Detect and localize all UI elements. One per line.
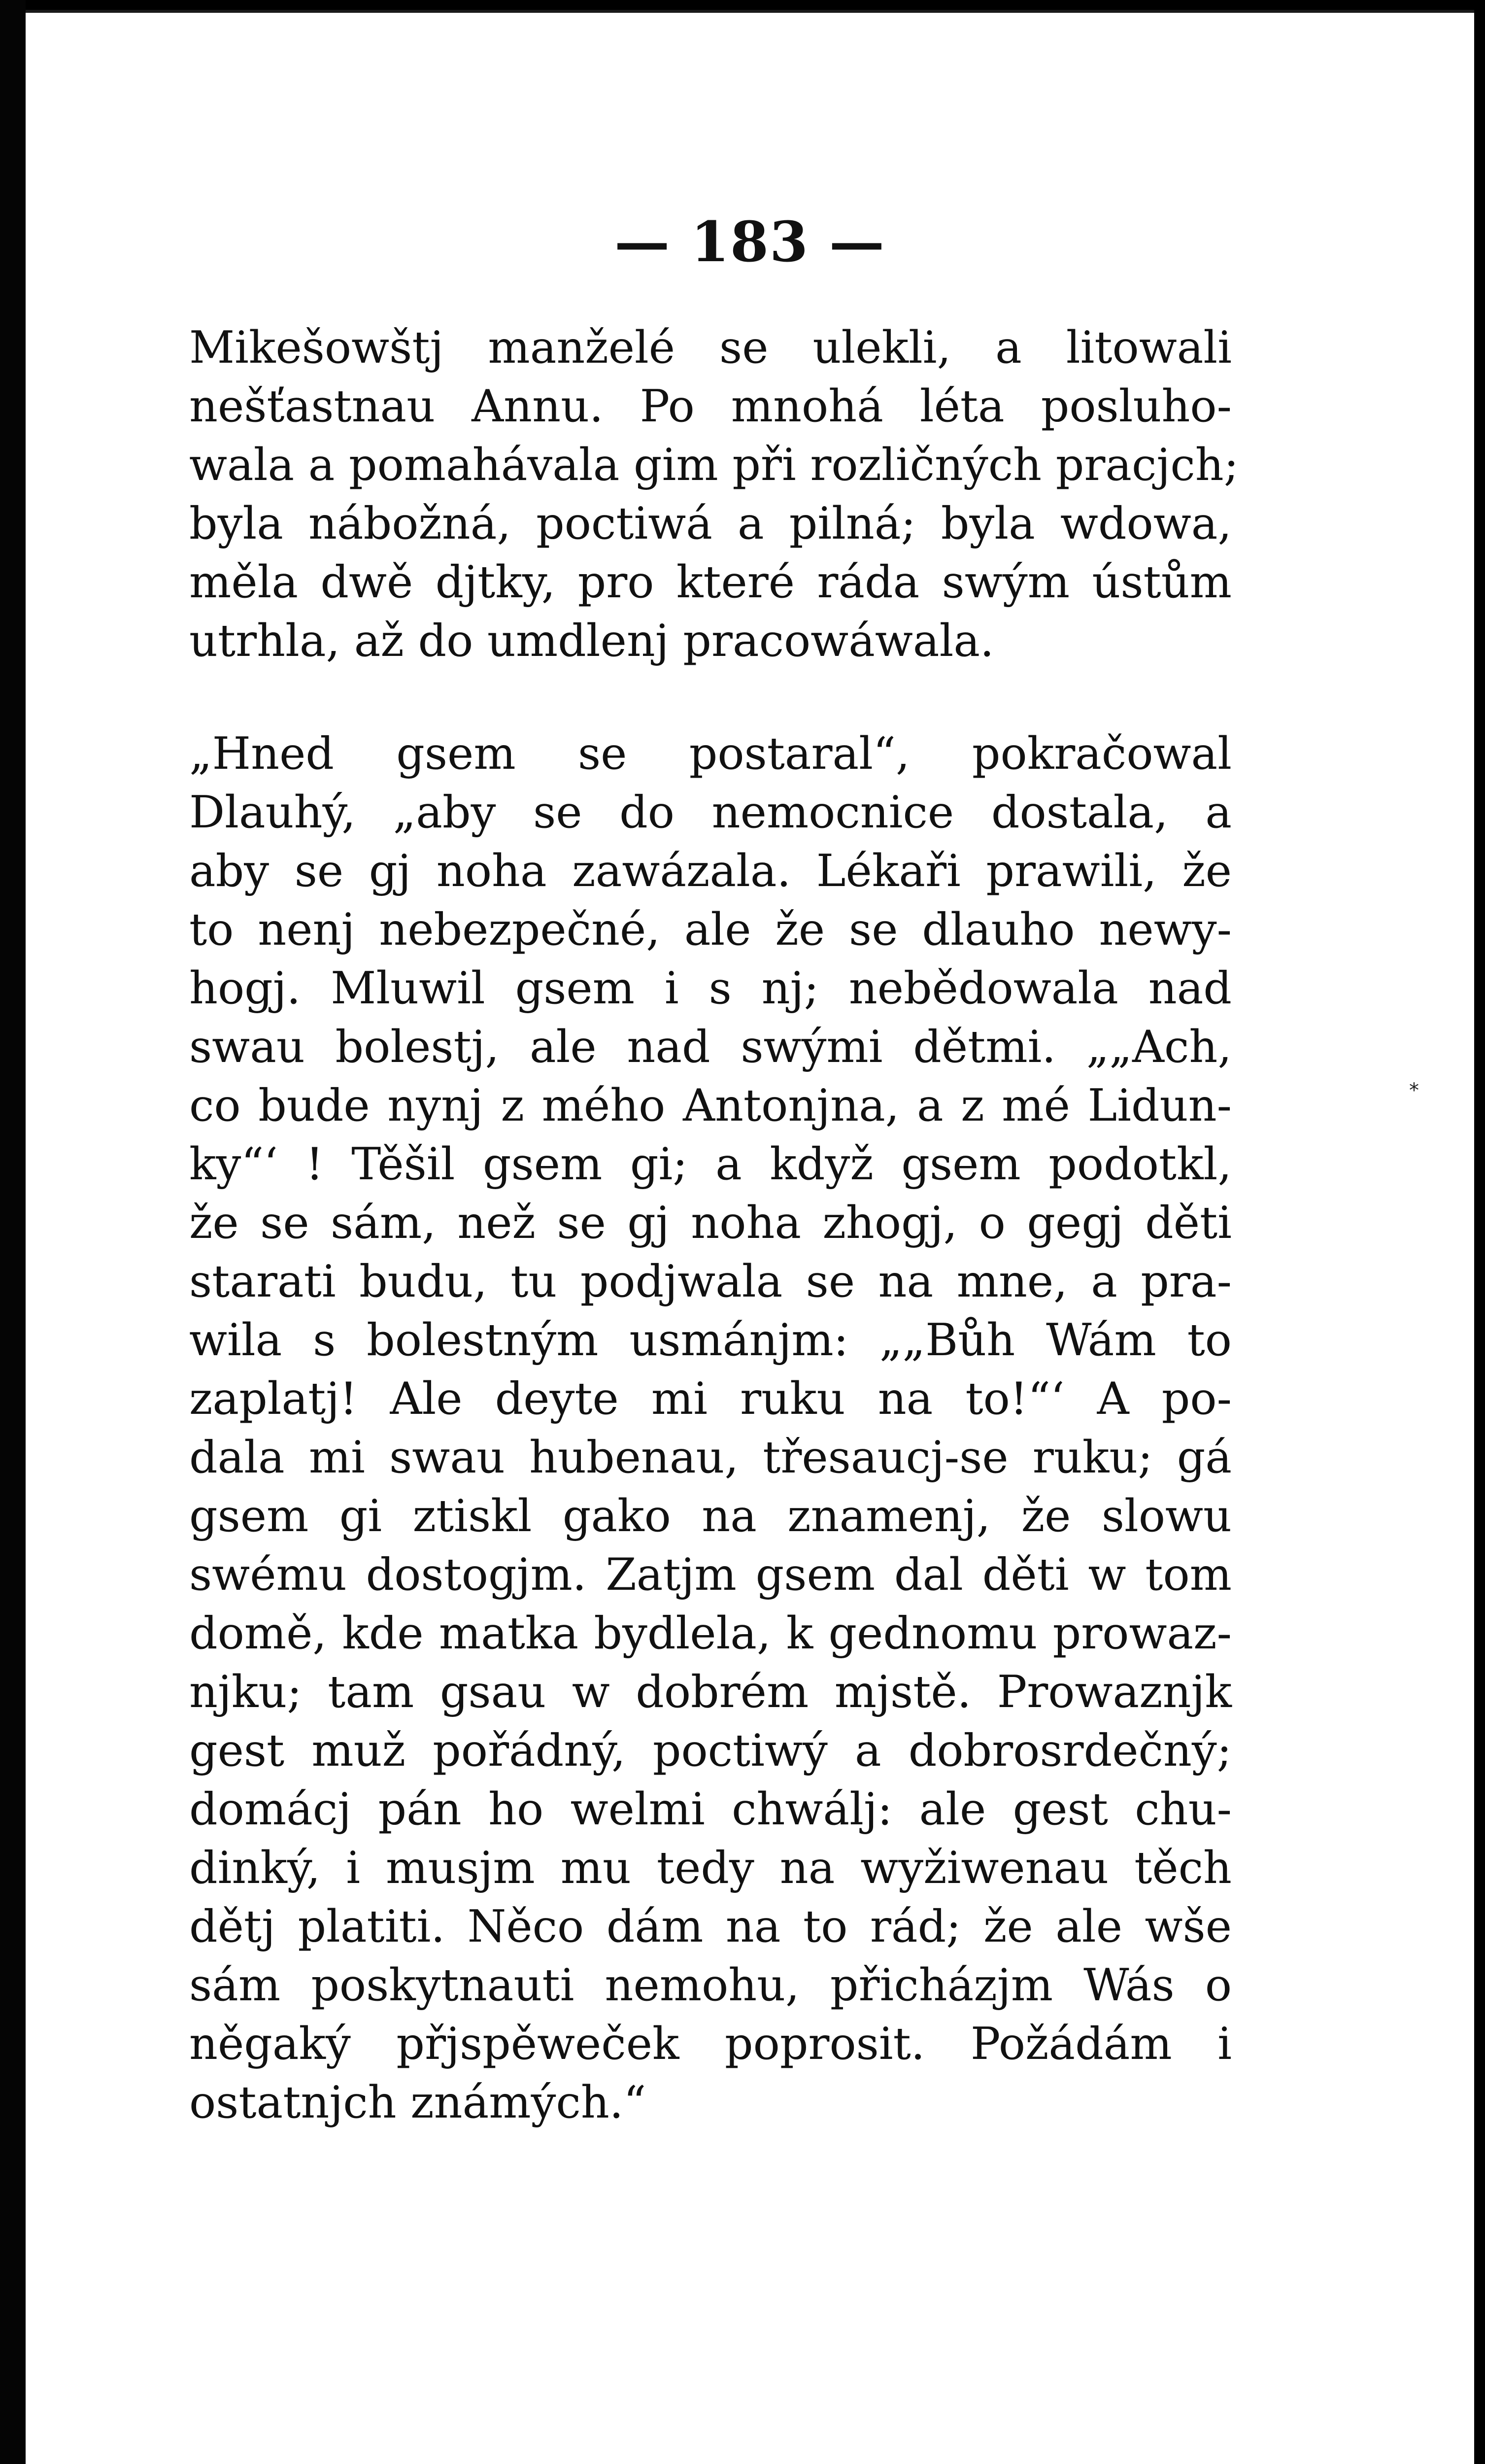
body-text bbox=[189, 318, 1239, 2132]
text-line: gest muž pořádný, poctiwý a dobrosrdečný; bbox=[189, 1725, 1232, 1777]
paragraph-2 bbox=[189, 724, 1232, 2132]
text-line: nešťastnau Annu. Po mnohá léta posluho- bbox=[189, 380, 1232, 432]
text-line: dala mi swau hubenau, třesaucj-se ruku; gá bbox=[189, 1432, 1232, 1483]
text-line: domě, kde matka bydlela, k gednomu prowaz- bbox=[189, 1608, 1232, 1659]
text-line: utrhla, až do umdlenj pracowáwala. bbox=[189, 615, 994, 667]
text-line: co bude nynj z mého Antonjna, a z mé Lidun- bbox=[189, 1080, 1232, 1131]
text-line: starati budu, tu podjwala se na mne, a pra- bbox=[189, 1256, 1232, 1307]
text-line: gsem gi ztiskl gako na znamenj, že slowu bbox=[189, 1490, 1232, 1542]
text-line: dětj platiti. Něco dám na to rád; že ale wše bbox=[189, 1901, 1232, 1952]
margin-mark: * bbox=[1409, 1079, 1419, 1102]
paragraph-gap bbox=[189, 670, 1232, 724]
text-line: swému dostogjm. Zatjm gsem dal děti w tom bbox=[189, 1549, 1232, 1601]
book-page bbox=[26, 10, 1474, 2464]
page-number: — 183 — bbox=[614, 210, 885, 274]
text-line: njku; tam gsau w dobrém mjstě. Prowaznjk bbox=[189, 1666, 1232, 1718]
text-line: ostatnjch známých.“ bbox=[189, 2077, 646, 2128]
text-line: hogj. Mluwil gsem i s nj; nebědowala nad bbox=[189, 962, 1232, 1014]
text-line: ky“‘ ! Těšil gsem gi; a když gsem podotkl, bbox=[189, 1138, 1232, 1190]
text-line: Mikešowštj manželé se ulekli, a litowali bbox=[189, 322, 1232, 374]
paragraph-1 bbox=[189, 318, 1239, 670]
text-line: že se sám, než se gj noha zhogj, o gegj děti bbox=[189, 1197, 1232, 1249]
text-line: zaplatj! Ale deyte mi ruku na to!“‘ A po- bbox=[189, 1373, 1232, 1425]
text-line: byla nábožná, poctiwá a pilná; byla wdowa, bbox=[189, 498, 1232, 549]
text-line: wila s bolestným usmánjm: „„Bůh Wám to bbox=[189, 1314, 1232, 1366]
text-line: domácj pán ho welmi chwálj: ale gest chu- bbox=[189, 1783, 1232, 1835]
text-line: dinký, i musjm mu tedy na wyžiwenau těch bbox=[189, 1842, 1232, 1894]
text-line: Dlauhý, „aby se do nemocnice dostala, a bbox=[189, 787, 1232, 838]
binding-edge bbox=[0, 0, 26, 2464]
text-line: sám poskytnauti nemohu, přicházjm Wás o bbox=[189, 1959, 1232, 2011]
text-line: to nenj nebezpečné, ale že se dlauho newy- bbox=[189, 904, 1232, 956]
text-line: wala a pomahávala gim při rozličných pracjch; bbox=[189, 439, 1239, 491]
text-line: něgaký přjspěweček poprosit. Požádám i bbox=[189, 2018, 1232, 2070]
text-line: měla dwě djtky, pro které ráda swým ústům bbox=[189, 556, 1232, 608]
text-line: „Hned gsem se postaral“, pokračowal bbox=[189, 728, 1232, 780]
text-line: aby se gj noha zawázala. Lékaři prawili, že bbox=[189, 845, 1232, 897]
text-line: swau bolestj, ale nad swými dětmi. „„Ach, bbox=[189, 1021, 1232, 1073]
